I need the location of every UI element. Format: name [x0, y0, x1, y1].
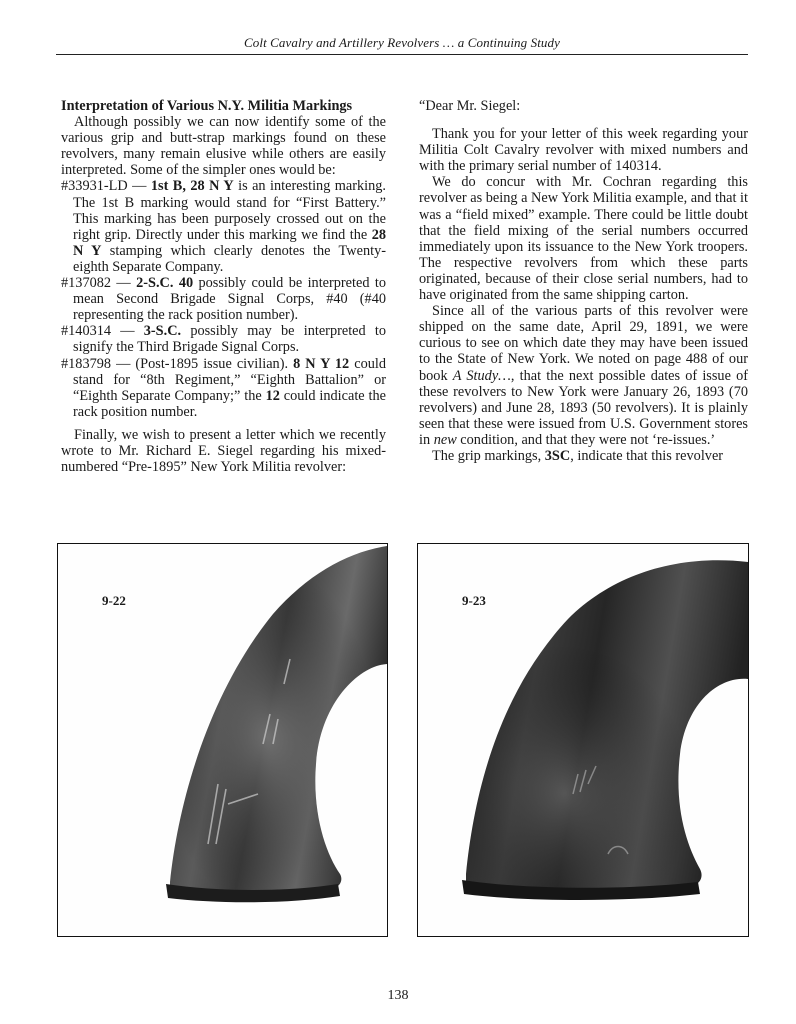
letter-paragraph: We do concur with Mr. Cochran regarding this revolver as being a New York Militia example, and that it was a “field mixed” example. There could be little doubt that the field mixing of the serial numbers occurred immediately upon its issuance to the New York troopers. The respective revolvers from which these parts originated, because of their close serial numbers, had to have originated from the same shipping carton. [419, 174, 748, 304]
letter-text: condition, and that they were not ‘re-issues.’ [456, 431, 716, 448]
page-number: 138 [387, 988, 409, 1003]
entry-serial: #137082 — [61, 275, 137, 292]
letter-text: The grip markings, [432, 447, 545, 464]
entry-marking: 1st B, 28 N Y [150, 178, 234, 195]
header-rule [56, 54, 748, 55]
section-heading: Interpretation of Various N.Y. Militia Markings [61, 98, 353, 114]
entry-marking: 2-S.C. 40 [136, 275, 194, 292]
running-title: Colt Cavalry and Artillery Revolvers … a Continuing Study [244, 35, 560, 50]
entry-serial: #183798 — [61, 355, 136, 372]
emphasis-text: new [433, 431, 457, 448]
figure-9-23 [417, 543, 749, 937]
letter-text: , indicate that this revolver [570, 447, 724, 464]
letter-text: , that the next possible dates of issue of these revolvers to New York were January 26, 1893 (70 revolvers) and June 28, 1893 (50 revolvers). It is plainly seen that these were issued from U.S. Government stores in [419, 367, 748, 448]
entry-text: stamping which clearly denotes the Twenty-eighth Separate Company. [73, 242, 386, 275]
entry-marking: 3-S.C. [143, 323, 182, 340]
entry-text: is an interesting marking. The 1st B marking would stand for “First Battery.” This marking has been purposely crossed out on the right grip. Directly under this marking we find the [73, 178, 387, 243]
letter-paragraph [419, 448, 748, 464]
grip-marking: 3SC [544, 447, 571, 464]
entry-text: could indicate the rack position number. [73, 387, 386, 420]
entry-marking: 8 N Y 12 [293, 355, 350, 372]
marking-entry [61, 323, 386, 355]
letter-paragraph [419, 303, 748, 448]
figure-9-22 [57, 543, 388, 937]
letter-text: Since all of the various parts of this revolver were shipped on the same date, April 29, 1891, we were curious to see on which date they may have been issued to the State of New York. We noted on page 488 of our book [419, 303, 748, 384]
marking-entry [61, 178, 386, 275]
entry-text: (Post-1895 issue civilian). [135, 355, 294, 372]
entry-marking: 28 N Y [73, 226, 386, 259]
entry-serial: #140314 — [61, 323, 144, 340]
entry-text: possibly may be interpreted to signify the Third Brigade Signal Corps. [73, 323, 386, 356]
entry-serial: #33931-LD — [61, 178, 151, 195]
entry-text: possibly could be interpreted to mean Second Brigade Signal Corps, #40 (#40 representing the rack position number). [73, 275, 386, 324]
marking-entry [61, 275, 386, 323]
marking-entry [61, 356, 386, 420]
entry-marking: 12 [265, 387, 280, 404]
intro-paragraph: Although possibly we can now identify some of the various grip and butt-strap markings found on these revolvers, many remain elusive while others are easily interpreted. Some of the simpler ones would be: [61, 114, 386, 179]
letter-paragraph: Thank you for your letter of this week regarding your Militia Colt Cavalry revolver with mixed numbers and with the primary serial number of 140314. [419, 126, 748, 175]
closing-paragraph: Finally, we wish to present a letter which we recently wrote to Mr. Richard E. Siegel regarding his mixed-numbered “Pre-1895” New York Militia revolver: [61, 426, 386, 476]
left-column [61, 98, 386, 475]
figure-label: 9-22 [102, 593, 126, 608]
figure-label: 9-23 [462, 593, 486, 608]
right-column [419, 98, 748, 464]
book-title: A Study… [452, 367, 511, 384]
entry-text: could stand for “8th Regiment,” “Eighth Battalion” or “Eighth Separate Company;” the [73, 355, 386, 404]
letter-salutation: “Dear Mr. Siegel: [419, 98, 521, 114]
